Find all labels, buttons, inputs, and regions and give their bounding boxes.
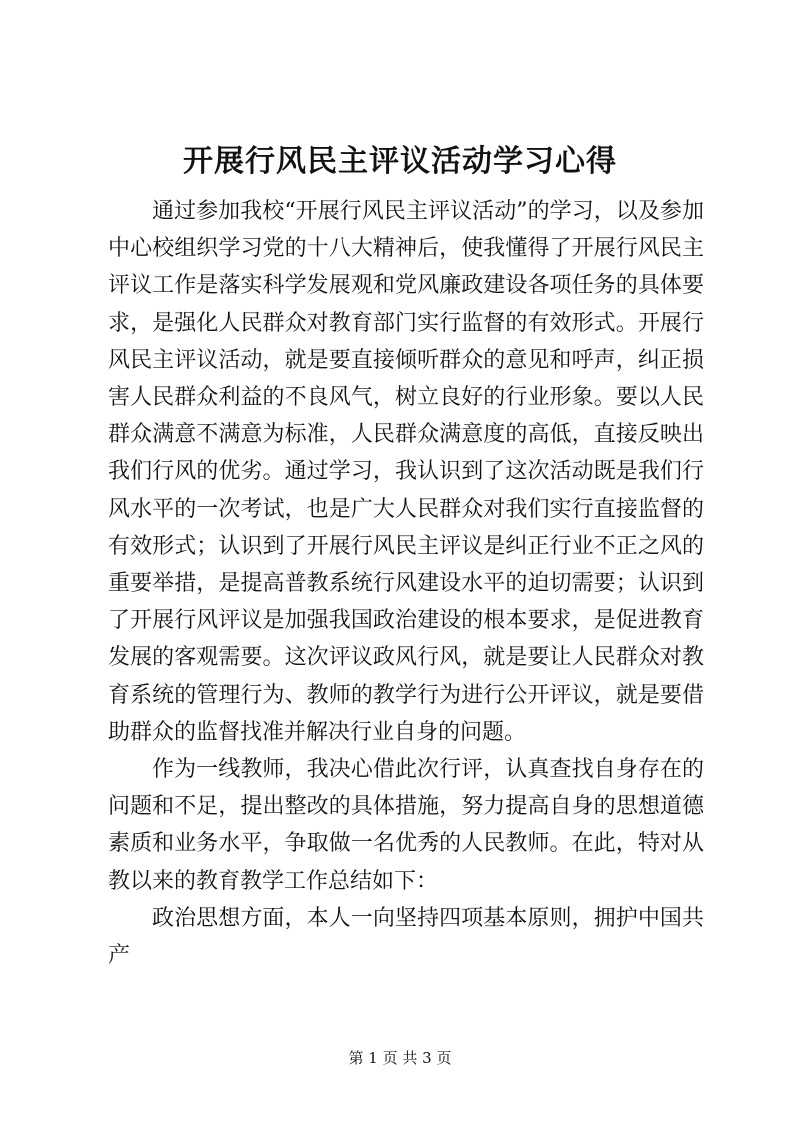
document-body [108, 193, 704, 974]
paragraph-3: 政治思想方面，本人一向坚持四项基本原则，拥护中国共产 [108, 905, 704, 969]
document-title: 开展行风民主评议活动学习心得 [183, 144, 617, 179]
page-number-footer: 第 1 页 共 3 页 [348, 1049, 452, 1067]
paragraph-1: 通过参加我校“开展行风民主评议活动”的学习，以及参加中心校组织学习党的十八大精神后，使我懂得了开展行风民主评议工作是落实科学发展观和党风廉政建设各项任务的具体要求，是强化人民群众对教育部门实行监督的有效形式。开展行风民主评议活动，就是要直接倾听群众的意见和呼声，纠正损害人民群众利益的不良风气，树立良好的行业形象。要以人民群众满意不满意为标准，人民群众满意度的高低，直接反映出我们行风的优劣。通过学习，我认识到了这次活动既是我们行风水平的一次考试，也是广大人民群众对我们实行直接监督的有效形式；认识到了开展行风民主评议是纠正行业不正之风的重要举措，是提高普教系统行风建设水平的迫切需要；认识到了开展行风评议是加强我国政治建设的根本要求，是促进教育发展的客观需要。这次评议政风行风，就是要让人民群众对教育系统的管理行为、教师的教学行为进行公开评议，就是要借助群众的监督找准并解决行业自身的问题。 [108, 199, 704, 745]
paragraph-2: 作为一线教师，我决心借此次行评，认真查找自身存在的问题和不足，提出整改的具体措施，努力提高自身的思想道德素质和业务水平，争取做一名优秀的人民教师。在此，特对从教以来的教育教学工作总结如下： [108, 757, 704, 894]
